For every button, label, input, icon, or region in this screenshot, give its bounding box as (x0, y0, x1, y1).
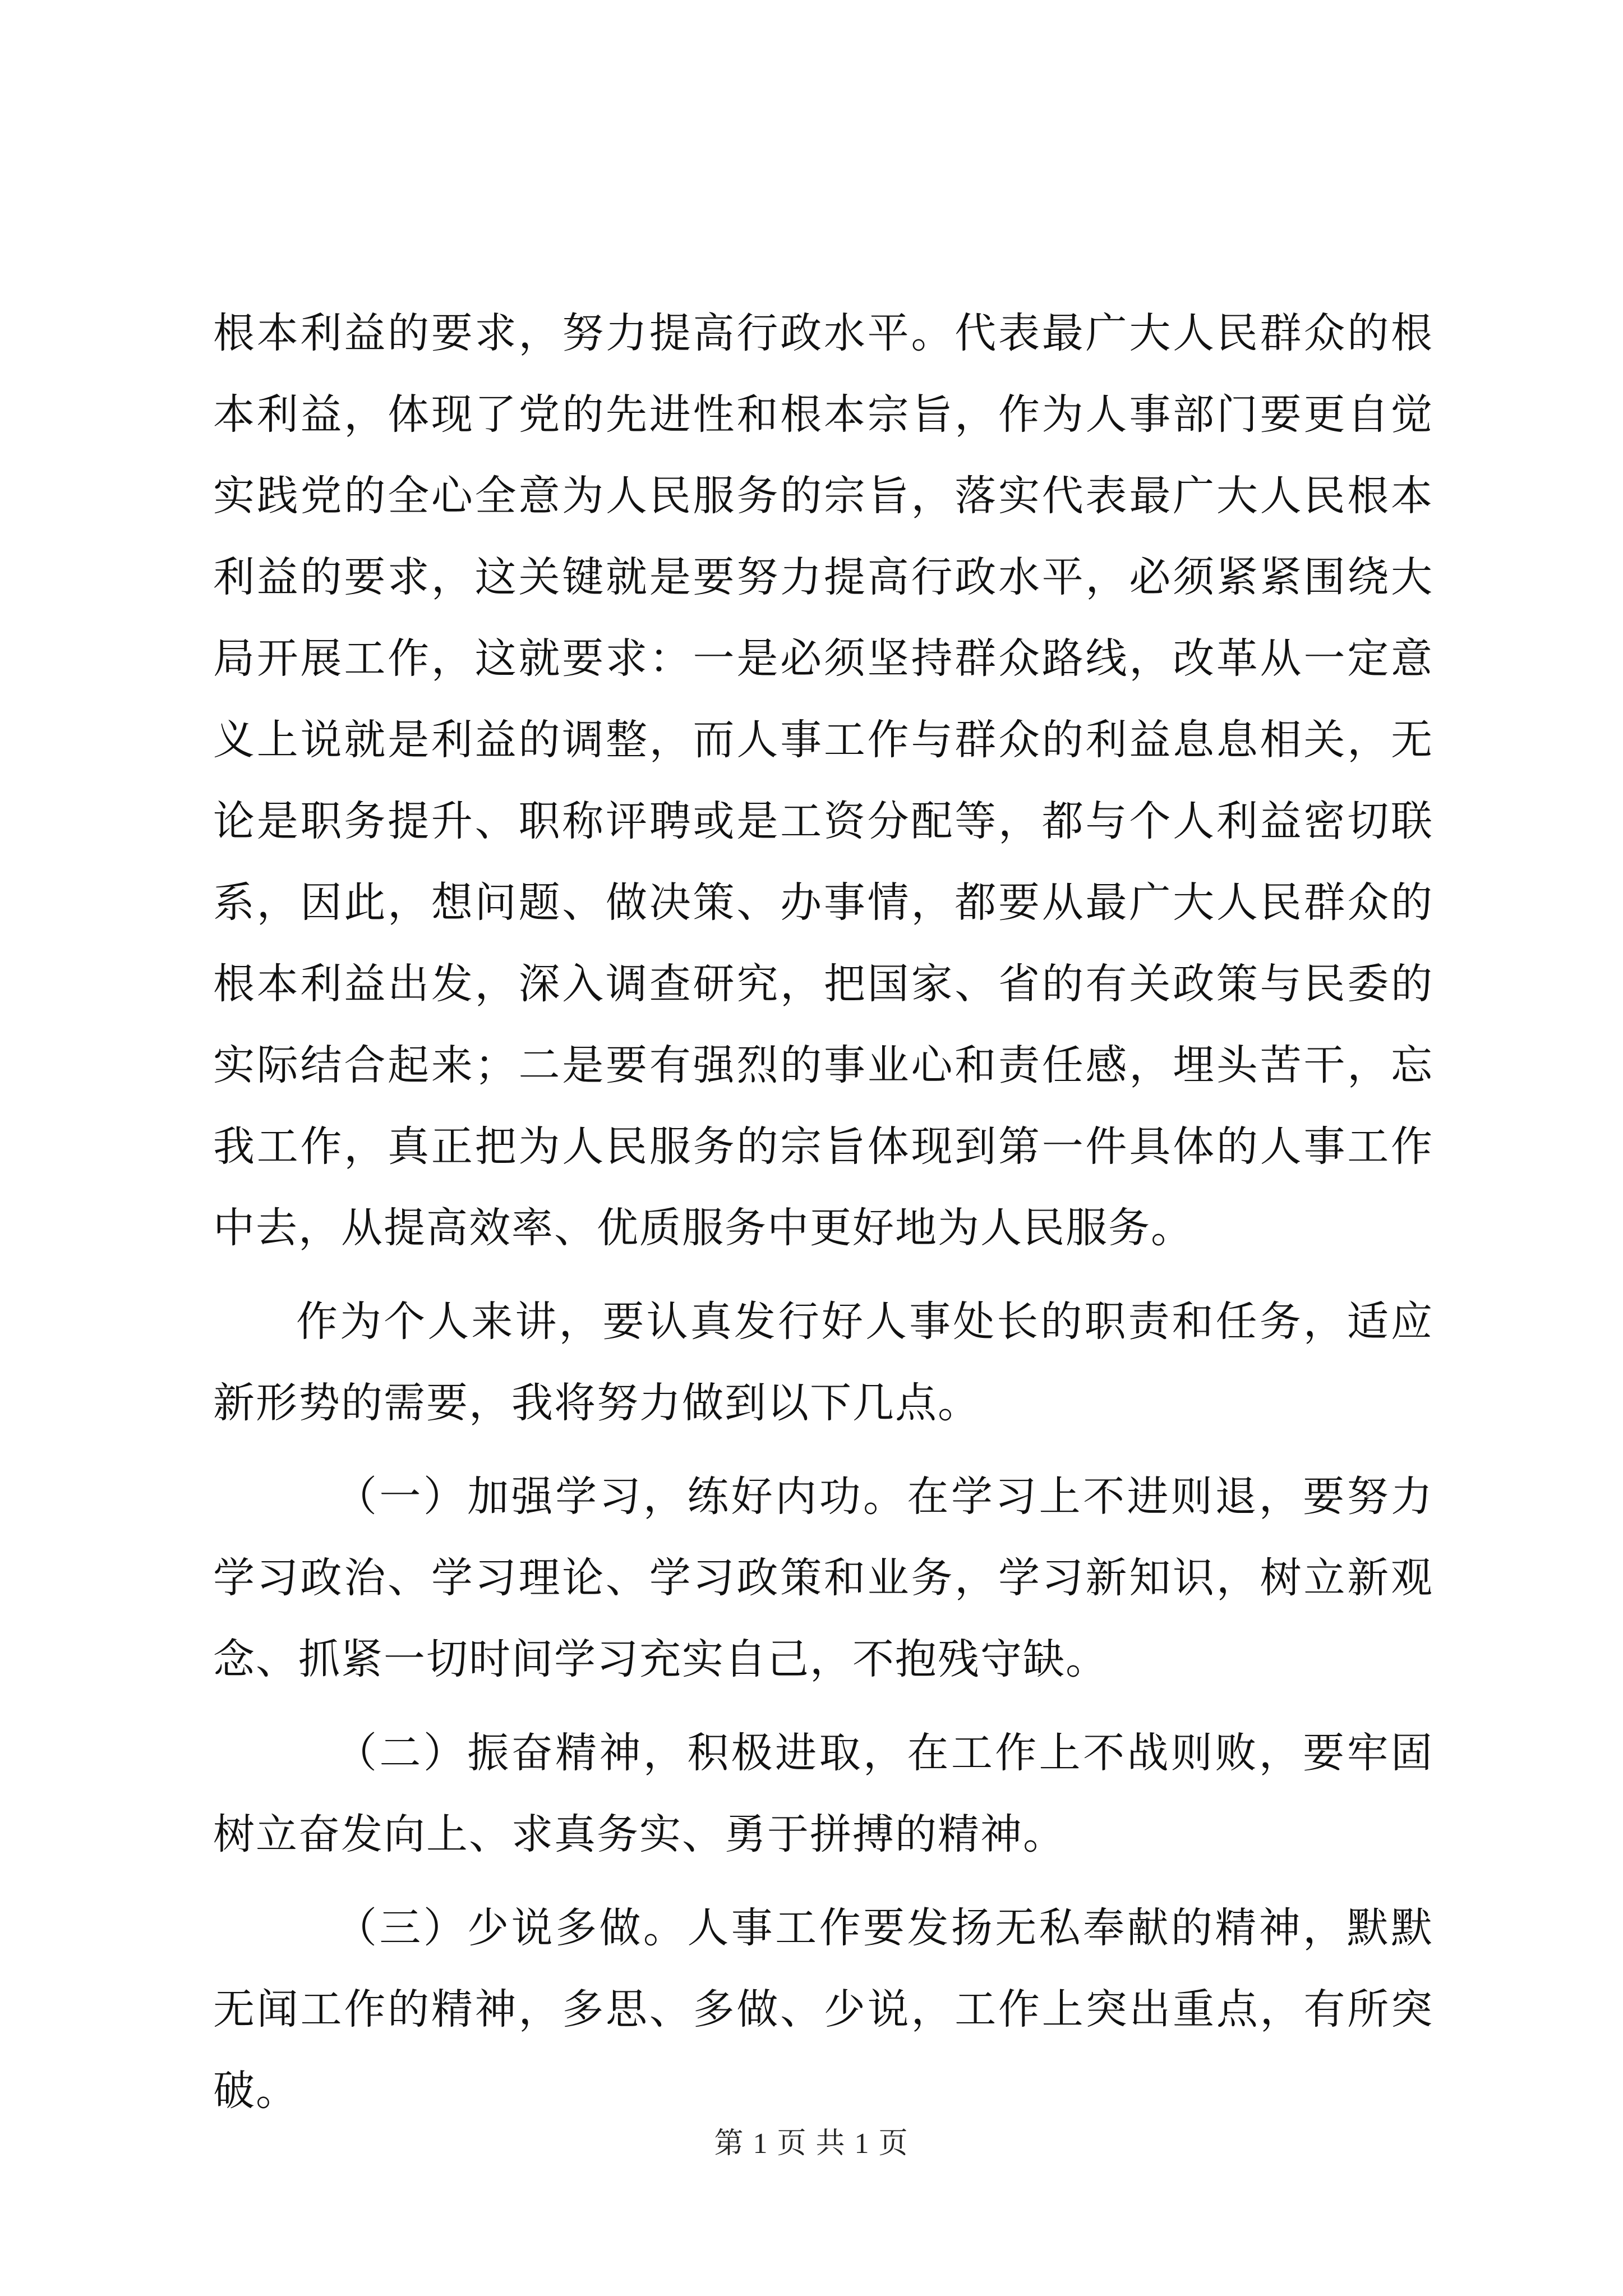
page-number-footer: 第 1 页 共 1 页 (714, 2128, 909, 2160)
paragraph-personal-intro: 作为个人来讲，要认真发行好人事处长的职责和任务，适应新形势的需要，我将努力做到以下几点。 (213, 1297, 1433, 1427)
paragraph-continuation: 根本利益的要求，努力提高行政水平。代表最广大人民群众的根本利益，体现了党的先进性和根本宗旨，作为人事部门要更自觉实践党的全心全意为人民服务的宗旨，落实代表最广大人民根本利益的要求，这关键就是要努力提高行政水平，必须紧紧围绕大局开展工作，这就要求：一是必须坚持群众路线，改革从一定意义上说就是利益的调整，而人事工作与群众的利益息息相关，无论是职务提升、职称评聘或是工资分配等，都与个人利益密切联系，因此，想问题、做决策、办事情，都要从最广大人民群众的根本利益出发，深入调查研究，把国家、省的有关政策与民委的实际结合起来；二是要有强烈的事业心和责任感，埋头苦干，忘我工作，真正把为人民服务的宗旨体现到第一件具体的人事工作中去，从提高效率、优质服务中更好地为人民服务。 (213, 309, 1433, 1252)
paragraph-point-3: （三）少说多做。人事工作要发扬无私奉献的精神，默默无闻工作的精神，多思、多做、少说，工作上突出重点，有所突破。 (213, 1904, 1433, 2115)
paragraph-point-2: （二）振奋精神，积极进取，在工作上不战则败，要牢固树立奋发向上、求真务实、勇于拼搏的精神。 (213, 1729, 1433, 1858)
document-body (213, 293, 1433, 2132)
paragraph-point-1: （一）加强学习，练好内功。在学习上不进则退，要努力学习政治、学习理论、学习政策和业务，学习新知识，树立新观念、抓紧一切时间学习充实自己，不抱残守缺。 (213, 1473, 1433, 1683)
